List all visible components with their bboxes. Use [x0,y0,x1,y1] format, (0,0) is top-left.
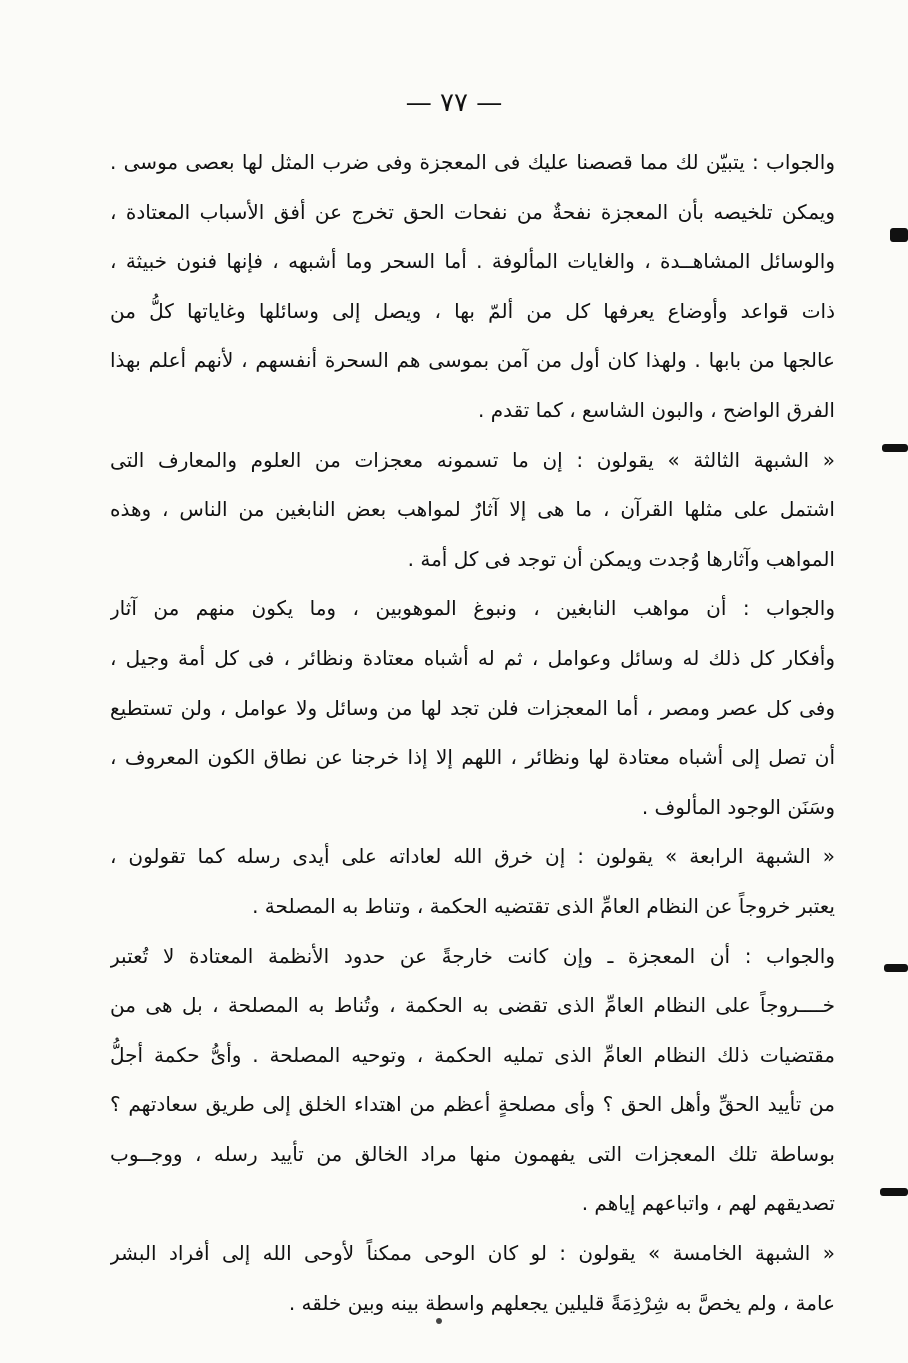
text-line: ويمكن تلخيصه بأن المعجزة نفحةٌ من نفحات الحق تخرج عن أفق الأسباب المعتادة ، [110,199,835,224]
text-line: مقتضيات ذلك النظام العامِّ الذى تمليه الحكمة ، وتوحيه المصلحة . وأىُّ حكمة أجلُّ [110,1042,835,1067]
text-line: « الشبهة الخامسة » يقولون : لو كان الوحى ممكناً لأوحى الله إلى أفراد البشر [110,1241,835,1266]
body-text [110,138,835,1328]
text-line: والوسائل المشاهــدة ، والغايات المألوفة . أما السحر وما أشبهه ، فإنها فنون خبيثة ، [110,249,835,274]
text-line: تصديقهم لهم ، واتباعهم إياهم . [581,1191,835,1216]
text-line: خــــروجاً على النظام العامِّ الذى تقضى به الحكمة ، وتُناط به المصلحة ، بل هى من [110,993,835,1018]
text-line: اشتمل على مثلها القرآن ، ما هى إلا آثارٌ لمواهب بعض النابغين من الناس ، وهذه [110,497,835,522]
text-line: عالجها من بابها . ولهذا كان أول من آمن بموسى هم السحرة أنفسهم ، لأنهم أعلم بهذا [110,348,835,373]
text-line: « الشبهة الثالثة » يقولون : إن ما تسمونه معجزات من العلوم والمعارف التى [110,447,835,472]
text-line: من تأييد الحقِّ وأهل الحق ؟ وأى مصلحةٍ أعظم من اهتداء الخلق إلى طريق سعادتهم ؟ [110,1092,835,1117]
scan-margin-mark [884,964,908,972]
text-line: أن تصل إلى أشباه معتادة لها ونظائر ، اللهم إلا إذا خرجنا عن نطاق الكون المعروف ، [110,745,835,770]
scan-margin-mark [880,1188,908,1196]
text-line: الفرق الواضح ، والبون الشاسع ، كما تقدم . [478,397,835,422]
text-line: والجواب : أن المعجزة ـ وإن كانت خارجةً عن حدود الأنظمة المعتادة لا تُعتبر [110,943,835,968]
scan-margin-mark [890,228,908,242]
text-line: المواهب وآثارها وُجدت ويمكن أن توجد فى كل أمة . [407,546,835,571]
text-line: بوساطة تلك المعجزات التى يفهمون منها مراد الخالق من تأييد رسله ، ووجــوب [110,1141,835,1166]
text-line: والجواب : أن مواهب النابغين ، ونبوغ الموهوبين ، وما يكون منهم من آثار [110,596,835,621]
text-line: يعتبر خروجاً عن النظام العامِّ الذى تقتضيه الحكمة ، وتناط به المصلحة . [252,893,835,918]
text-line: وسَنَن الوجود المألوف . [641,794,835,819]
text-line: ذات قواعد وأوضاع يعرفها كل من ألمّ بها ، ويصل إلى وسائلها وغاياتها كلُّ من [110,298,835,323]
scan-speck [436,1318,442,1324]
text-line: والجواب : يتبيّن لك مما قصصنا عليك فى المعجزة وفى ضرب المثل لها بعصى موسى . [110,150,835,174]
text-line: عامة ، ولم يخصَّ به شِرْذِمَةً قليلين يجعلهم واسطة بينه وبين خلقه . [288,1290,835,1315]
text-line: وأفكار كل ذلك له وسائل وعوامل ، ثم له أشباه معتادة ونظائر ، فى كل أمة وجيل ، [110,645,835,670]
text-line: وفى كل عصر ومصر ، أما المعجزات فلن تجد لها من وسائل ولا عوامل ، ولن تستطيع [110,695,835,720]
page-number: — ٧٧ — [405,88,503,118]
text-line: « الشبهة الرابعة » يقولون : إن خرق الله لعاداته على أيدى رسله كما تقولون ، [110,844,835,869]
scan-margin-mark [882,444,908,452]
